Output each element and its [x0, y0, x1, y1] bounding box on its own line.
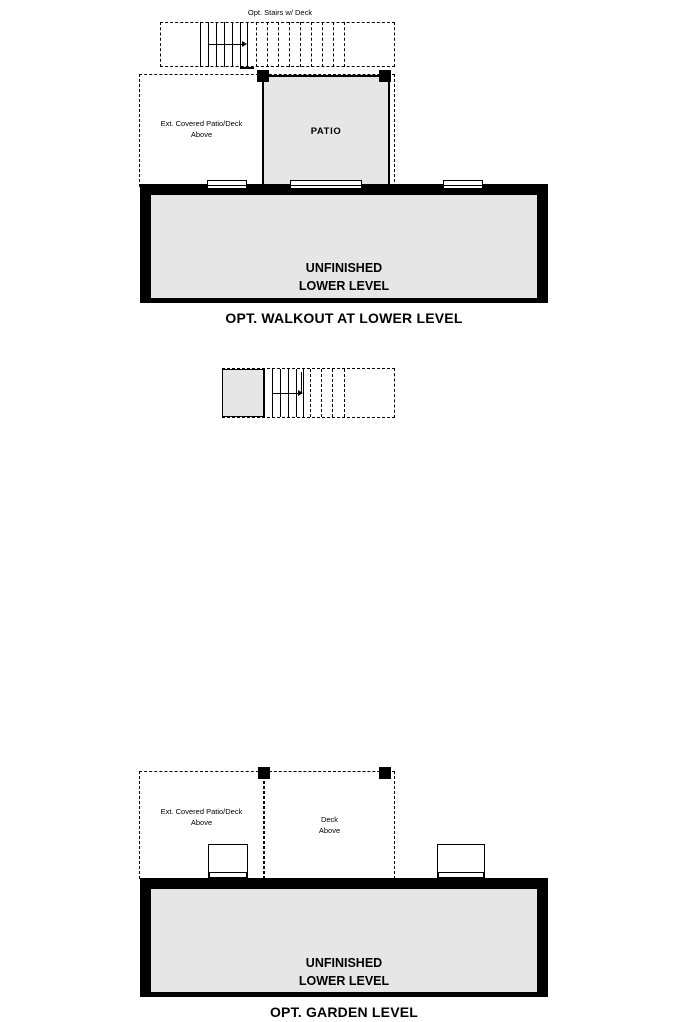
garden-pillar-left [258, 767, 270, 779]
window-top-right [443, 180, 483, 189]
garden-deck-above-outline [264, 771, 395, 879]
plan-caption-walkout: OPT. WALKOUT AT LOWER LEVEL [225, 310, 463, 326]
garden-stair-treads-dashed [310, 369, 345, 417]
stair-direction-arrowhead [242, 41, 247, 47]
exterior-wall-bottom [140, 298, 548, 303]
patio-door-center [290, 180, 362, 189]
garden-label-unfinished-lower-level-line2: LOWER LEVEL [298, 974, 390, 988]
garden-pillar-right [379, 767, 391, 779]
plan-caption-garden: OPT. GARDEN LEVEL [269, 1004, 419, 1020]
label-ext-covered-patio-deck: Ext. Covered Patio/Deck [160, 119, 243, 128]
garden-label-deck-above: Above [318, 826, 341, 835]
garden-stair-rail-leader [301, 372, 302, 394]
exterior-wall-right [537, 184, 548, 303]
garden-exterior-wall-left [140, 878, 151, 997]
garden-exterior-wall-top [140, 878, 548, 889]
garden-label-unfinished-lower-level-line1: UNFINISHED [305, 956, 383, 970]
patio-pillar-right [379, 70, 391, 82]
garden-stair-direction-arrow [272, 393, 300, 394]
garden-label-deck: Deck [320, 815, 339, 824]
garden-exterior-wall-bottom [140, 992, 548, 997]
garden-label-ext-covered-patio-deck-above: Above [190, 818, 213, 827]
exterior-wall-left [140, 184, 151, 303]
label-ext-covered-patio-deck-above: Above [190, 130, 213, 139]
label-patio: PATIO [310, 126, 342, 137]
label-unfinished-lower-level-line2: LOWER LEVEL [298, 279, 390, 293]
stair-landing [222, 369, 264, 417]
patio-pillar-left [257, 70, 269, 82]
plan-garden [0, 348, 687, 1020]
garden-exterior-wall-right [537, 878, 548, 997]
stair-notch [240, 67, 254, 69]
stair-direction-arrow [208, 44, 244, 45]
label-opt-stairs-with-deck: Opt. Stairs w/ Deck [247, 8, 313, 17]
label-unfinished-lower-level-line1: UNFINISHED [305, 261, 383, 275]
stair-treads-dashed [256, 22, 346, 67]
garden-label-ext-covered-patio-deck: Ext. Covered Patio/Deck [160, 807, 243, 816]
window-top-left [207, 180, 247, 189]
plan-walkout [0, 0, 687, 335]
